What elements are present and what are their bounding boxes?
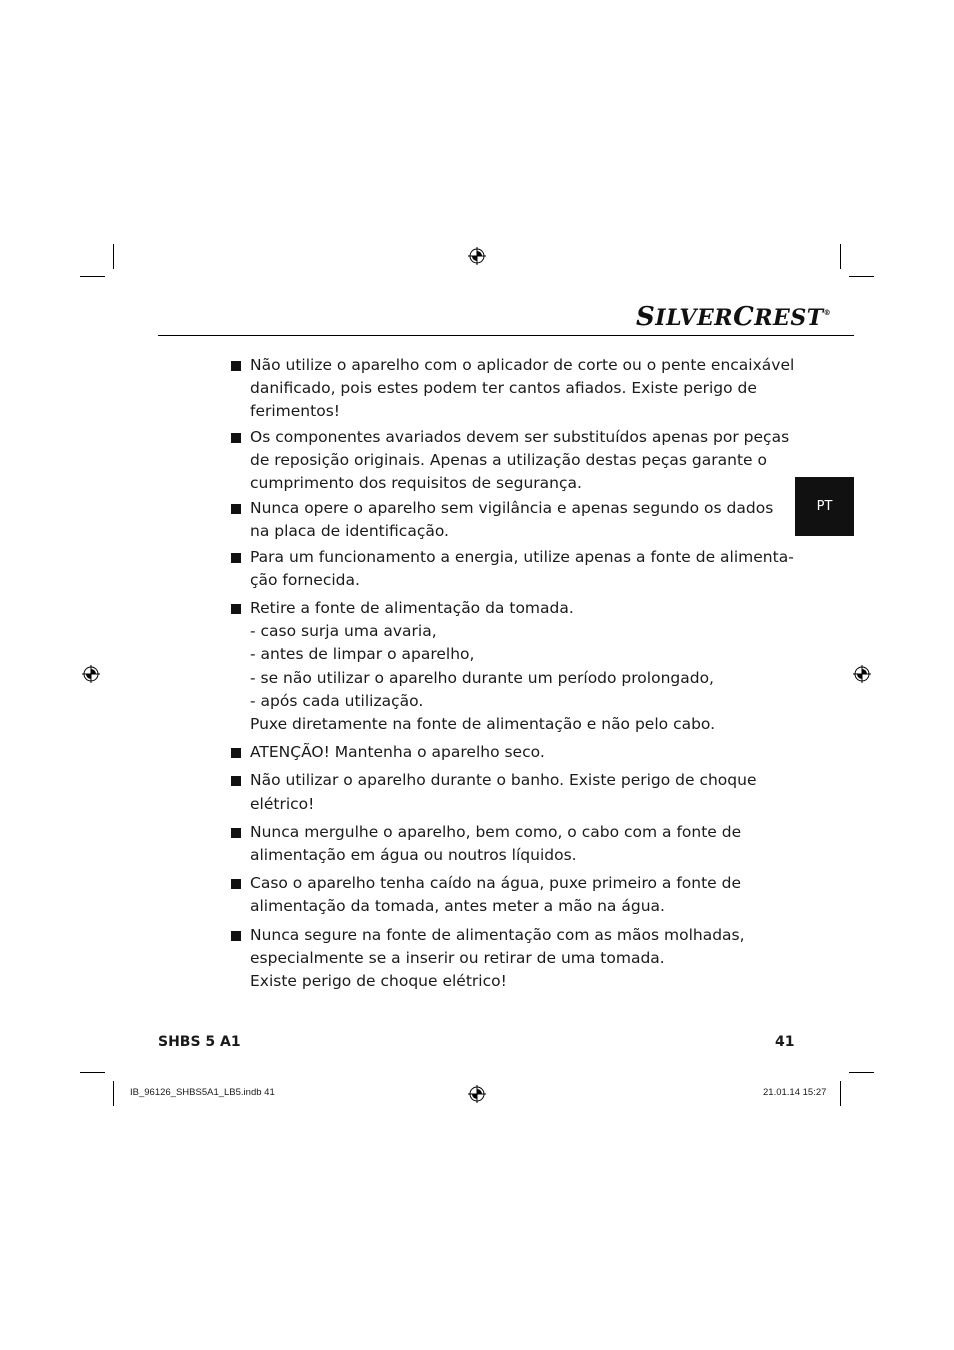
list-item-line: alimentação em água ou noutros líquidos.	[250, 846, 577, 865]
bullet-square-icon	[231, 828, 241, 838]
list-item	[230, 769, 770, 815]
crop-mark	[113, 1081, 114, 1106]
list-item	[230, 821, 770, 867]
bullet-square-icon	[231, 931, 241, 941]
crop-mark	[840, 1081, 841, 1106]
bullet-square-icon	[231, 748, 241, 758]
list-item	[230, 872, 770, 918]
safety-instructions-list	[230, 354, 795, 993]
list-item	[230, 426, 790, 496]
registration-mark-icon	[853, 665, 871, 683]
model-number: SHBS 5 A1	[158, 1034, 241, 1050]
crop-mark	[849, 276, 874, 277]
bullet-square-icon	[231, 553, 241, 563]
crop-mark	[80, 276, 105, 277]
bullet-square-icon	[231, 361, 241, 371]
list-item-line: Retire a fonte de alimentação da tomada.	[250, 599, 574, 618]
registration-mark-icon	[82, 665, 100, 683]
list-item	[230, 741, 770, 764]
list-item-line: Existe perigo de choque elétrico!	[250, 972, 507, 991]
list-item-line: Os componentes avariados devem ser substituídos apenas por peças	[250, 427, 790, 446]
language-tab-label: PT	[816, 499, 833, 514]
print-datetime-slug: 21.01.14 15:27	[763, 1087, 827, 1098]
list-item-line: Nunca segure na fonte de alimentação com as mãos molhadas,	[250, 925, 745, 944]
list-item-line: ção fornecida.	[250, 570, 360, 589]
bullet-square-icon	[231, 433, 241, 443]
bullet-square-icon	[231, 504, 241, 514]
bullet-square-icon	[231, 604, 241, 614]
bullet-square-icon	[231, 776, 241, 786]
list-item-line: cumprimento dos requisitos de segurança.	[250, 474, 582, 493]
list-item-line: Não utilizar o aparelho durante o banho. Existe perigo de choque	[250, 771, 757, 790]
list-item	[230, 597, 770, 736]
registration-mark-icon	[468, 247, 486, 265]
header-rule	[158, 335, 854, 336]
print-file-slug: IB_96126_SHBS5A1_LB5.indb 41	[130, 1087, 275, 1098]
list-item-line: Nunca opere o aparelho sem vigilância e apenas segundo os dados	[250, 499, 774, 518]
language-tab	[795, 477, 854, 536]
list-item-line: elétrico!	[250, 794, 315, 813]
list-item-line: danificado, pois estes podem ter cantos afiados. Existe perigo de	[250, 379, 757, 398]
registration-mark-icon	[468, 1085, 486, 1103]
list-item-line: Puxe diretamente na fonte de alimentação e não pelo cabo.	[250, 715, 716, 734]
crop-mark	[849, 1072, 874, 1073]
list-item-line: - após cada utilização.	[250, 691, 424, 710]
list-item	[230, 924, 770, 994]
bullet-square-icon	[231, 879, 241, 889]
list-item	[230, 354, 795, 424]
list-item	[230, 497, 774, 543]
list-item-line: - se não utilizar o aparelho durante um período prolongado,	[250, 668, 714, 687]
list-item-line: Nunca mergulhe o aparelho, bem como, o cabo com a fonte de	[250, 822, 742, 841]
list-item-line: Não utilize o aparelho com o aplicador de corte ou o pente encaixável	[250, 356, 795, 374]
brand-logo: SILVERCREST®	[636, 302, 832, 332]
crop-mark	[80, 1072, 105, 1073]
list-item-line: de reposição originais. Apenas a utilização destas peças garante o	[250, 450, 767, 469]
crop-mark	[840, 244, 841, 269]
list-item-line: especialmente se a inserir ou retirar de uma tomada.	[250, 948, 665, 967]
list-item-line: Caso o aparelho tenha caído na água, puxe primeiro a fonte de	[250, 874, 742, 893]
list-item	[230, 546, 794, 592]
list-item-line: - antes de limpar o aparelho,	[250, 645, 475, 664]
list-item-line: ferimentos!	[250, 402, 340, 421]
list-item-line: alimentação da tomada, antes meter a mão na água.	[250, 897, 665, 916]
list-item-line: - caso surja uma avaria,	[250, 622, 437, 641]
list-item-line: ATENÇÃO! Mantenha o aparelho seco.	[250, 743, 545, 762]
crop-mark	[113, 244, 114, 269]
list-item-line: Para um funcionamento a energia, utilize apenas a fonte de alimenta-	[250, 547, 794, 566]
page-number: 41	[775, 1034, 795, 1050]
list-item-line: na placa de identificação.	[250, 522, 449, 541]
